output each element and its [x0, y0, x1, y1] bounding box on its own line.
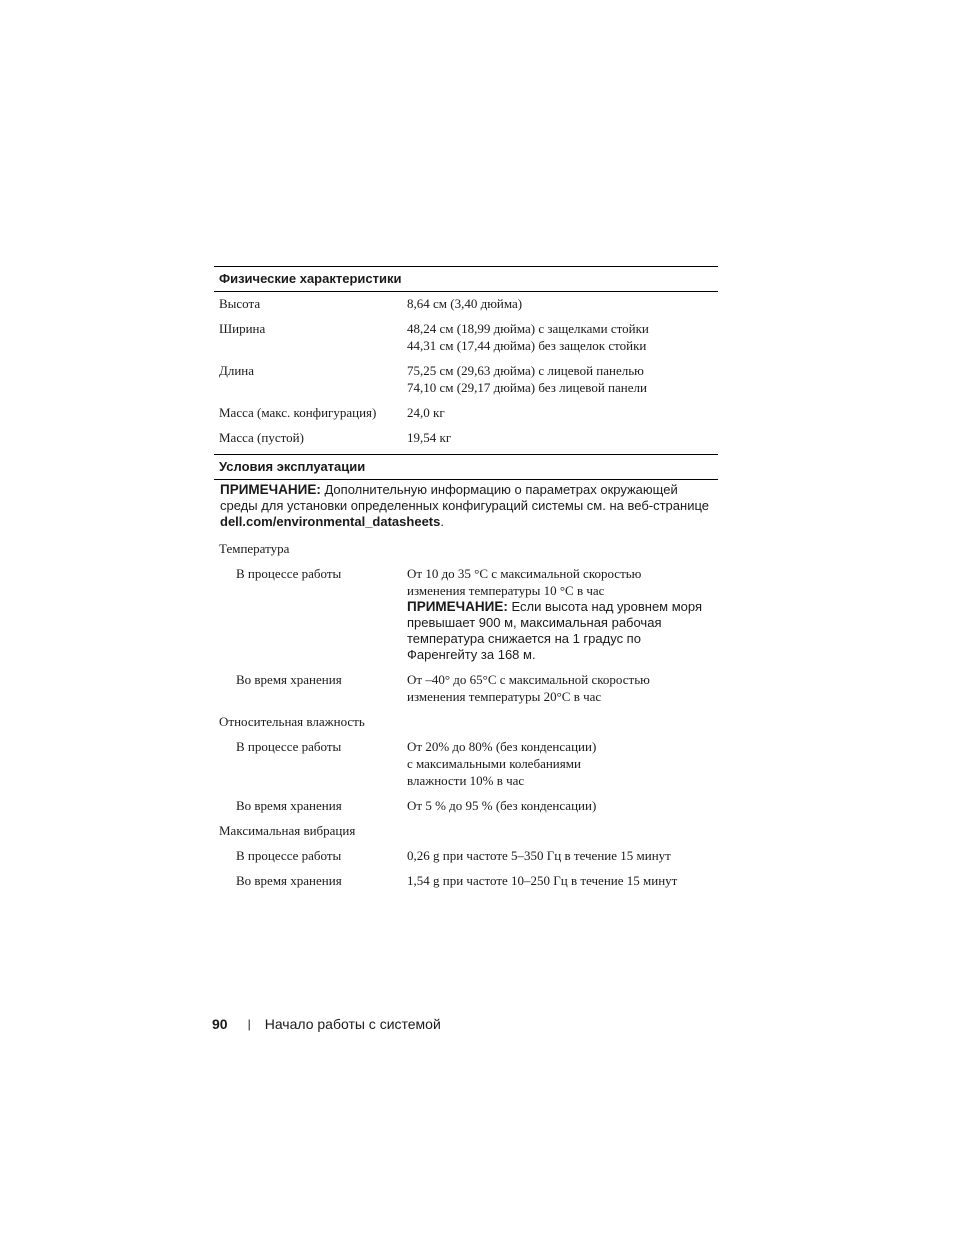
row-mass-empty [214, 429, 718, 446]
datasheet-link[interactable]: dell.com/environmental_datasheets [220, 514, 441, 529]
temperature-note: ПРИМЕЧАНИЕ: Если высота над уровнем моря превышает 900 м, максимальная рабочая температура снижается на 1 градус по Фаренгейту за 168 м. [407, 599, 703, 662]
row-value: 19,54 кг [407, 430, 452, 445]
row-value: От 5 % до 95 % (без конденсации) [407, 798, 597, 813]
row-vibration [214, 822, 718, 839]
row-value: 1,54 g при частоте 10–250 Гц в течение 15 минут [407, 873, 678, 888]
footer-separator: | [247, 1017, 251, 1031]
row-length [214, 362, 718, 396]
row-label: В процессе работы [236, 566, 342, 581]
row-value: 48,24 см (18,99 дюйма) с защелками стойки 44,31 см (17,44 дюйма) без защелок стойки [407, 321, 649, 353]
row-humidity-storage [214, 797, 718, 814]
row-label: Длина [219, 363, 255, 378]
note-keyword: ПРИМЕЧАНИЕ: [220, 482, 321, 497]
row-label: Во время хранения [236, 798, 342, 813]
row-value: От 20% до 80% (без конденсации) с максимальными колебаниями влажности 10% в час [407, 739, 597, 788]
page-number: 90 [212, 1016, 228, 1032]
row-label: Во время хранения [236, 873, 342, 888]
footer-title: Начало работы с системой [264, 1016, 441, 1032]
spec-sheet [214, 266, 718, 889]
row-temperature-operating [214, 565, 718, 663]
row-value: 8,64 см (3,40 дюйма) [407, 296, 523, 311]
section-heading-environment: Условия эксплуатации [214, 454, 718, 480]
row-label: Максимальная вибрация [219, 823, 356, 838]
row-label: В процессе работы [236, 739, 342, 754]
row-humidity-operating [214, 738, 718, 789]
row-vibration-storage [214, 872, 718, 889]
row-temperature [214, 540, 718, 557]
row-mass-max [214, 404, 718, 421]
row-label: В процессе работы [236, 848, 342, 863]
environment-note: ПРИМЕЧАНИЕ: Дополнительную информацию о параметрах окружающей среды для установки определенных конфигураций системы см. на веб-странице dell.com/environmental_datasheets. [220, 482, 709, 529]
row-label: Во время хранения [236, 672, 342, 687]
page-footer [212, 1015, 441, 1033]
section-heading-physical: Физические характеристики [214, 266, 718, 292]
note-keyword: ПРИМЕЧАНИЕ: [407, 599, 508, 614]
row-label: Масса (макс. конфигурация) [219, 405, 377, 420]
row-humidity [214, 713, 718, 730]
row-value: От 10 до 35 °C с максимальной скоростью изменения температуры 10 °C в час ПРИМЕЧАНИЕ: Если высота над уровнем моря превышает 900 м, максимальная рабочая температура снижается на 1 градус по Фаренгейту за 168 м. [407, 565, 718, 663]
row-label: Относительная влажность [219, 714, 365, 729]
row-label: Температура [219, 541, 290, 556]
row-temperature-storage [214, 671, 718, 705]
row-label: Высота [219, 296, 261, 311]
row-value: 0,26 g при частоте 5–350 Гц в течение 15 минут [407, 848, 671, 863]
row-width [214, 320, 718, 354]
row-value: 75,25 см (29,63 дюйма) с лицевой панелью 74,10 см (29,17 дюйма) без лицевой панели [407, 363, 647, 395]
row-label: Масса (пустой) [219, 430, 304, 445]
row-vibration-operating [214, 847, 718, 864]
row-value: 24,0 кг [407, 405, 445, 420]
row-value: От –40° до 65°C с максимальной скоростью изменения температуры 20°C в час [407, 672, 650, 704]
row-height [214, 295, 718, 312]
row-label: Ширина [219, 321, 266, 336]
